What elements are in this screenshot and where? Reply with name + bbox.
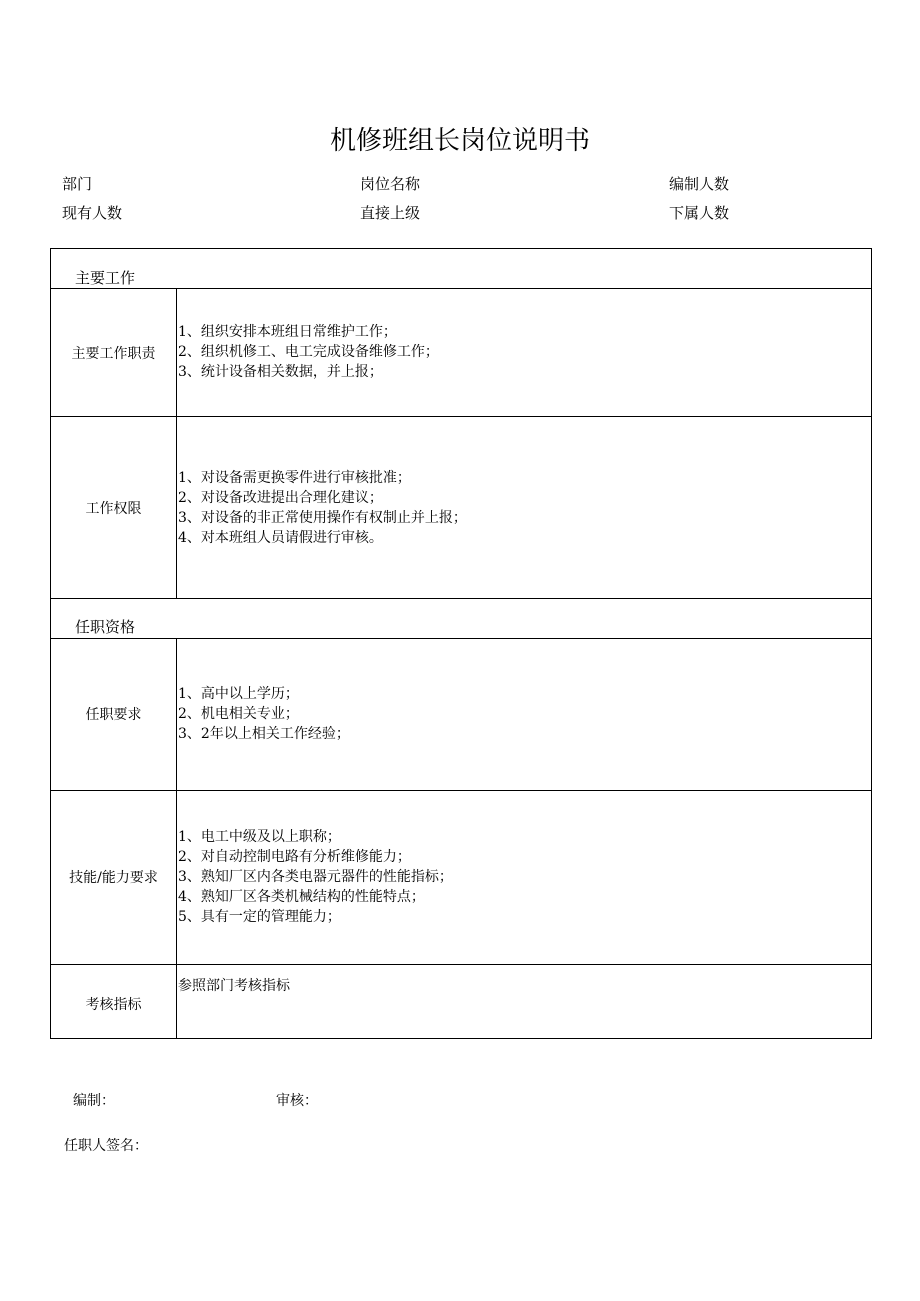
row-divider	[51, 598, 871, 599]
row-divider	[51, 790, 871, 791]
direct-superior-label: 直接上级	[360, 204, 421, 222]
skills-list	[178, 827, 453, 927]
list-item: 2、对设备改进提出合理化建议；	[178, 490, 383, 506]
list-item: 1、组织安排本班组日常维护工作；	[178, 324, 397, 340]
row-divider	[51, 638, 871, 639]
headcount-quota-label: 编制人数	[669, 175, 730, 193]
kpi-label: 考核指标	[85, 997, 142, 1013]
list-item: 2、对自动控制电路有分析维修能力；	[178, 849, 411, 865]
duties-label: 主要工作职责	[71, 346, 156, 362]
row-divider	[51, 964, 871, 965]
section-main-work: 主要工作	[75, 269, 136, 287]
skills-label: 技能/能力要求	[69, 870, 158, 886]
position-name-label: 岗位名称	[360, 175, 421, 193]
list-item: 3、统计设备相关数据，并上报；	[178, 364, 383, 380]
list-item: 3、2年以上相关工作经验；	[178, 726, 350, 742]
list-item: 4、对本班组人员请假进行审核。	[178, 530, 383, 546]
list-item: 1、对设备需更换零件进行审核批准；	[178, 470, 411, 486]
job-description-table	[50, 248, 872, 1039]
kpi-list	[178, 976, 290, 996]
subordinates-label: 下属人数	[669, 204, 730, 222]
list-item: 3、熟知厂区内各类电器元器件的性能指标；	[178, 869, 453, 885]
prepared-by-label: 编制：	[73, 1093, 115, 1109]
list-item: 1、电工中级及以上职称；	[178, 829, 341, 845]
list-item: 2、机电相关专业；	[178, 706, 299, 722]
list-item: 3、对设备的非正常使用操作有权制止并上报；	[178, 510, 467, 526]
row-divider	[51, 288, 871, 289]
list-item: 参照部门考核指标	[178, 978, 290, 994]
list-item: 4、熟知厂区各类机械结构的性能特点；	[178, 889, 425, 905]
requirements-list	[178, 684, 350, 744]
duties-list	[178, 322, 439, 382]
requirements-label: 任职要求	[85, 707, 142, 723]
column-divider	[176, 288, 177, 598]
row-divider	[51, 416, 871, 417]
section-qualifications: 任职资格	[75, 618, 136, 636]
column-divider	[176, 638, 177, 1039]
authority-list	[178, 468, 467, 548]
list-item: 5、具有一定的管理能力；	[178, 909, 341, 925]
list-item: 2、组织机修工、电工完成设备维修工作；	[178, 344, 439, 360]
list-item: 1、高中以上学历；	[178, 686, 299, 702]
department-label: 部门	[62, 175, 93, 193]
current-headcount-label: 现有人数	[62, 204, 123, 222]
authority-label: 工作权限	[85, 501, 142, 517]
signature-label: 任职人签名：	[64, 1138, 148, 1154]
reviewed-by-label: 审核：	[276, 1093, 318, 1109]
document-title: 机修班组长岗位说明书	[329, 126, 590, 156]
